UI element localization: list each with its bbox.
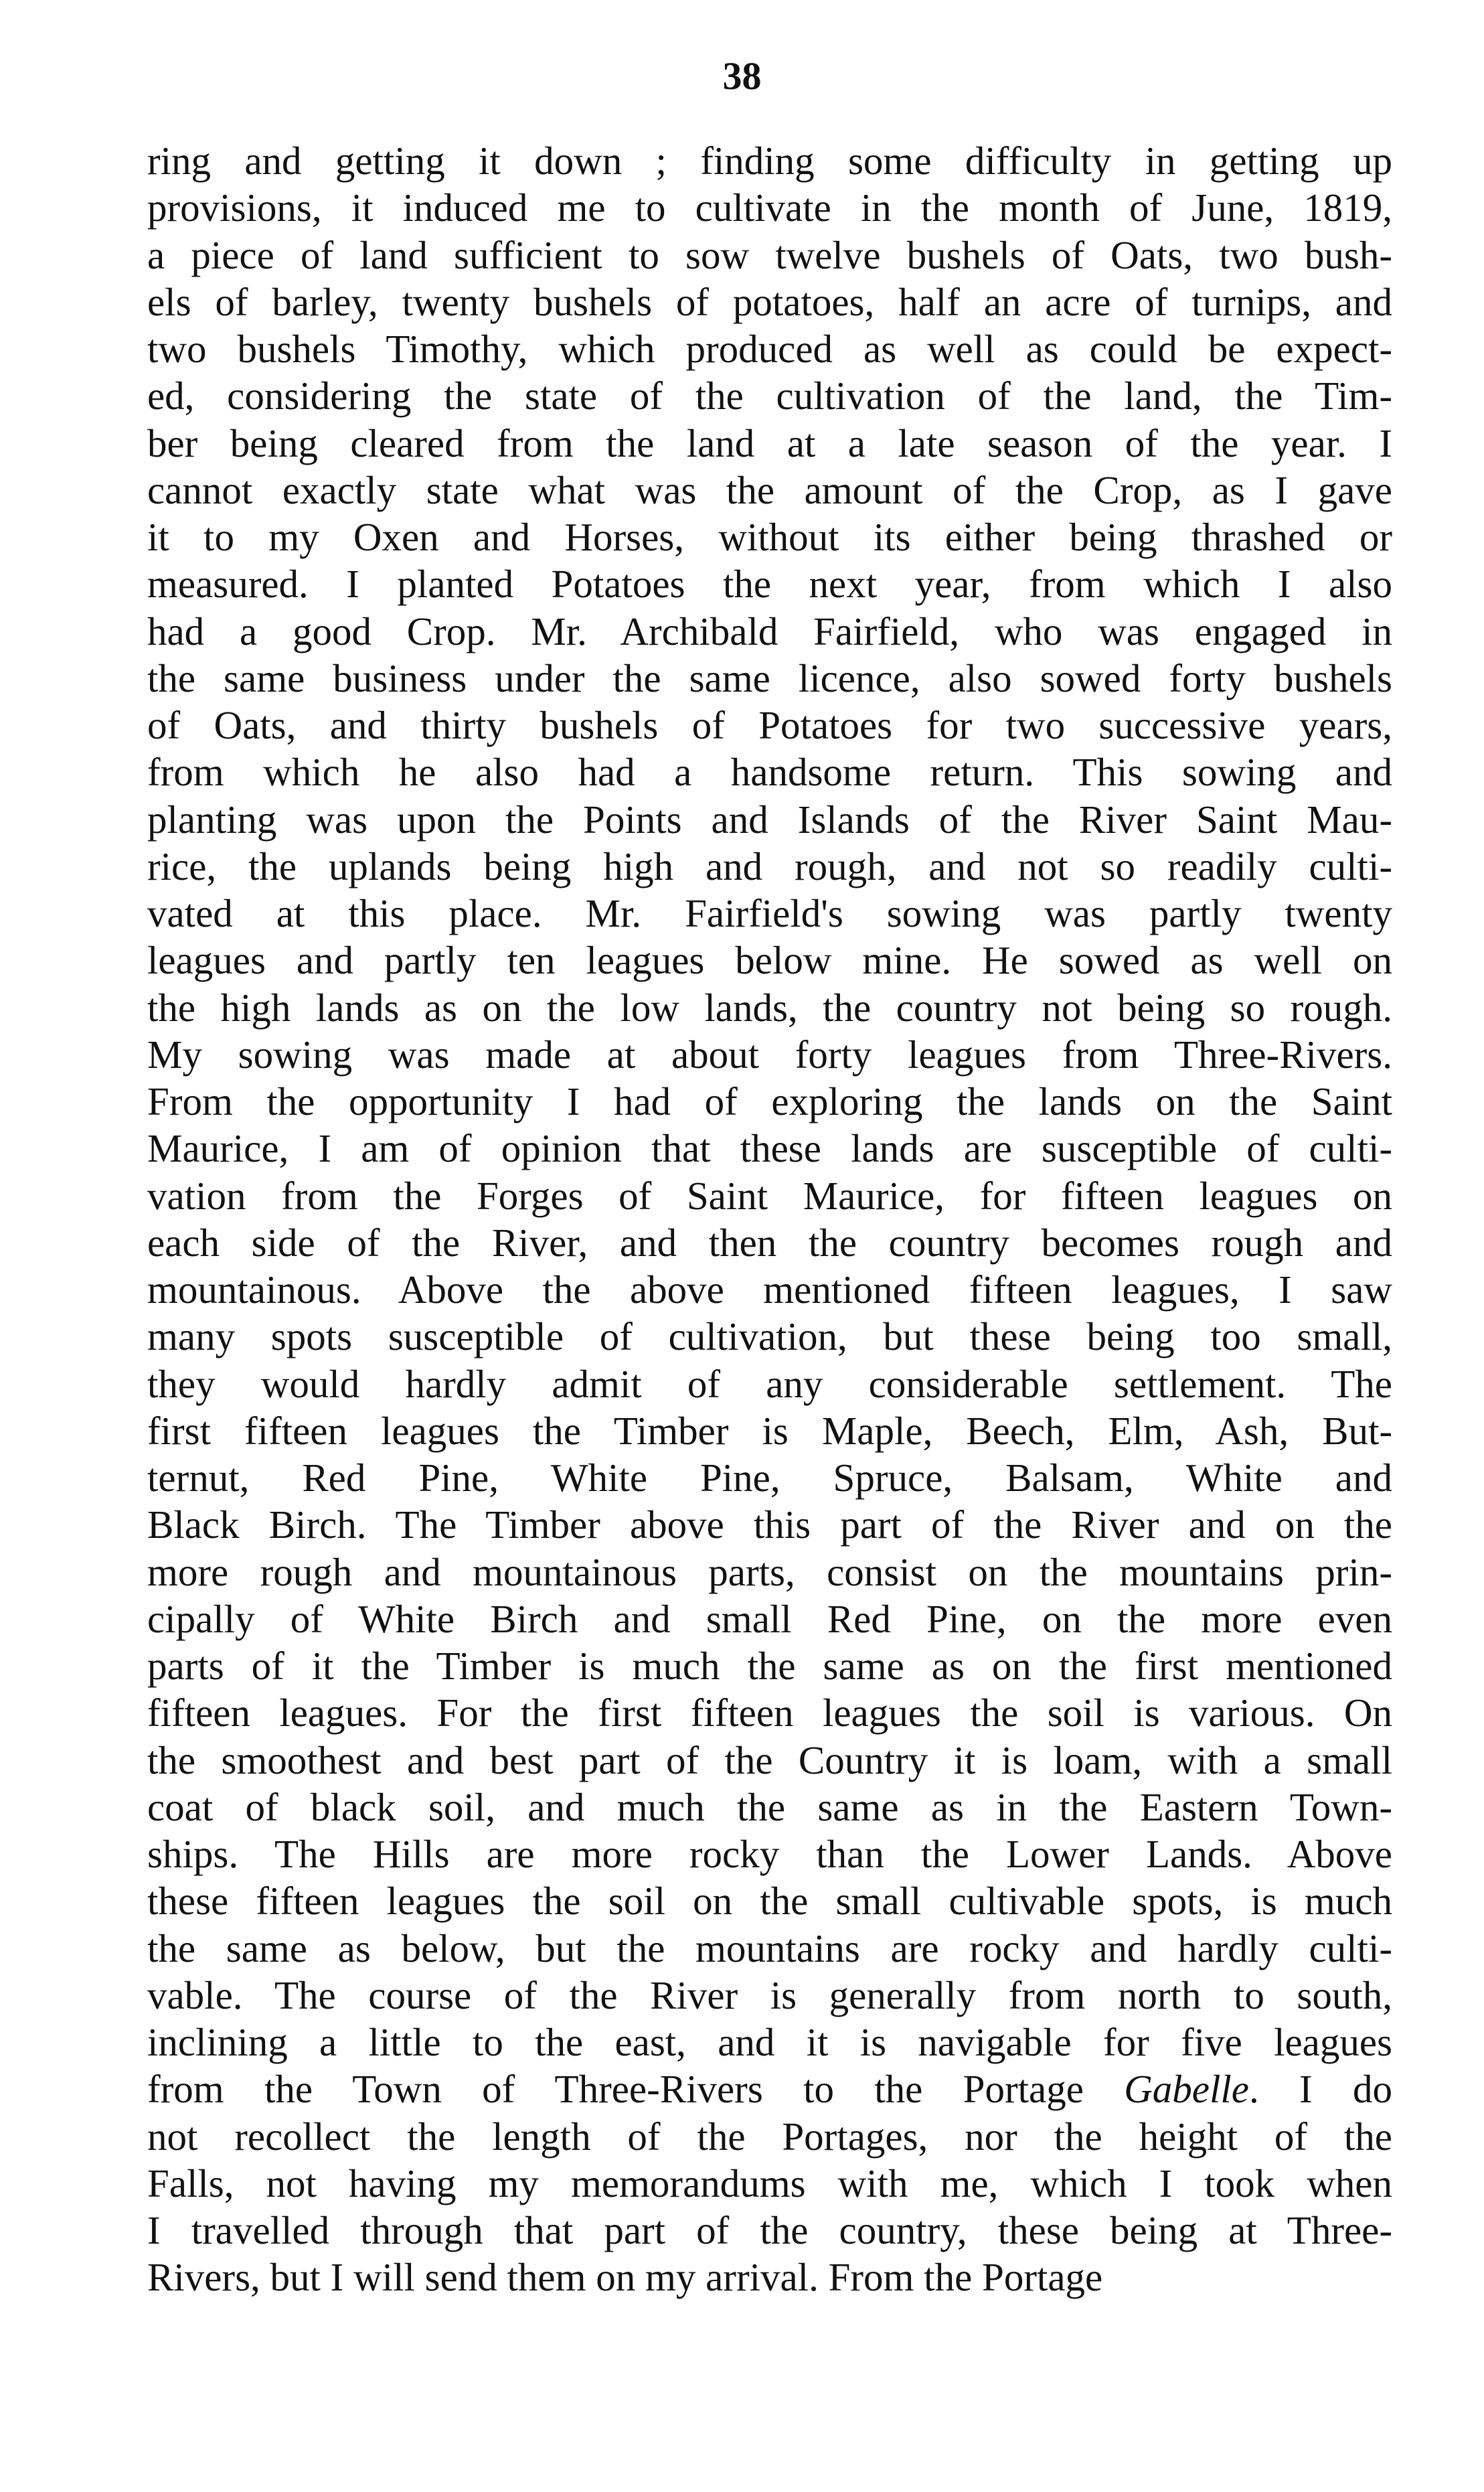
text-line: a piece of land sufficient to sow twelve bushels of Oats, two bush- [147, 232, 1392, 277]
text-line: first fifteen leagues the Timber is Maple, Beech, Elm, Ash, But- [147, 1408, 1392, 1453]
text-line: it to my Oxen and Horses, without its either being thrashed or [147, 515, 1392, 559]
text-line: vated at this place. Mr. Fairfield's sowing was partly twenty [147, 891, 1392, 935]
text-line: not recollect the length of the Portages, nor the height of the [147, 2114, 1392, 2159]
text-line: leagues and partly ten leagues below mine. He sowed as well on [147, 938, 1392, 983]
text-line: ber being cleared from the land at a late season of the year. I [147, 420, 1392, 465]
text-line: measured. I planted Potatoes the next year, from which I also [147, 562, 1392, 607]
text-line: vation from the Forges of Saint Maurice, for fifteen leagues on [147, 1173, 1392, 1218]
text-line: mountainous. Above the above mentioned fifteen leagues, I saw [147, 1267, 1392, 1312]
text-line: each side of the River, and then the country becomes rough and [147, 1220, 1392, 1265]
text-line: cipally of White Birch and small Red Pine, on the more even [147, 1596, 1392, 1641]
text-line: rice, the uplands being high and rough, and not so readily culti- [147, 844, 1392, 888]
text-line: two bushels Timothy, which produced as well as could be expect- [147, 327, 1392, 371]
text-line: My sowing was made at about forty leagues from Three-Rivers. [147, 1032, 1392, 1077]
text-line: from the Town of Three-Rivers to the Portage Gabelle. I do [147, 2067, 1392, 2112]
text-line: Falls, not having my memorandums with me, which I took when [147, 2161, 1392, 2205]
text-line: coat of black soil, and much the same as in the Eastern Town- [147, 1784, 1392, 1829]
page-number: 38 [722, 54, 762, 98]
text-line: ring and getting it down ; finding some difficulty in getting up [147, 139, 1392, 183]
text-line: inclining a little to the east, and it is navigable for five leagues [147, 2020, 1392, 2064]
text-line: the same as below, but the mountains are rocky and hardly culti- [147, 1926, 1392, 1970]
text-line: they would hardly admit of any considerable settlement. The [147, 1361, 1392, 1406]
text-line: fifteen leagues. For the first fifteen leagues the soil is various. On [147, 1691, 1392, 1735]
text-line: From the opportunity I had of exploring the lands on the Saint [147, 1079, 1392, 1123]
text-line: Maurice, I am of opinion that these lands are susceptible of culti- [147, 1126, 1392, 1171]
text-line: provisions, it induced me to cultivate in the month of June, 1819, [147, 185, 1392, 230]
text-line: planting was upon the Points and Islands of the River Saint Mau- [147, 797, 1392, 842]
text-line: many spots susceptible of cultivation, but these being too small, [147, 1314, 1392, 1359]
text-line: Rivers, but I will send them on my arrival. From the Portage [147, 2255, 1103, 2300]
italic-word: Gabelle [1124, 2067, 1249, 2112]
text-line: of Oats, and thirty bushels of Potatoes for two successive years, [147, 703, 1392, 747]
text-line: ed, considering the state of the cultivation of the land, the Tim- [147, 374, 1392, 418]
text-line: more rough and mountainous parts, consist on the mountains prin- [147, 1549, 1392, 1594]
text-line: ternut, Red Pine, White Pine, Spruce, Balsam, White and [147, 1456, 1392, 1500]
text-line: the same business under the same licence, also sowed forty bushels [147, 655, 1392, 700]
text-line: vable. The course of the River is generally from north to south, [147, 1972, 1392, 2017]
body-text [147, 137, 1392, 2301]
text-line: ships. The Hills are more rocky than the Lower Lands. Above [147, 1832, 1392, 1876]
text-line: the high lands as on the low lands, the country not being so rough. [147, 985, 1392, 1030]
text-line: the smoothest and best part of the Country it is loam, with a small [147, 1737, 1392, 1782]
text-line: els of barley, twenty bushels of potatoes, half an acre of turnips, and [147, 279, 1392, 324]
text-line: I travelled through that part of the country, these being at Three- [147, 2208, 1392, 2252]
text-line: Black Birch. The Timber above this part of the River and on the [147, 1502, 1392, 1547]
text-line: from which he also had a handsome return. This sowing and [147, 750, 1392, 795]
text-line: these fifteen leagues the soil on the small cultivable spots, is much [147, 1879, 1392, 1924]
text-line: cannot exactly state what was the amount of the Crop, as I gave [147, 467, 1392, 512]
text-line: had a good Crop. Mr. Archibald Fairfield, who was engaged in [147, 609, 1392, 653]
text-line: parts of it the Timber is much the same as on the first mentioned [147, 1644, 1392, 1688]
